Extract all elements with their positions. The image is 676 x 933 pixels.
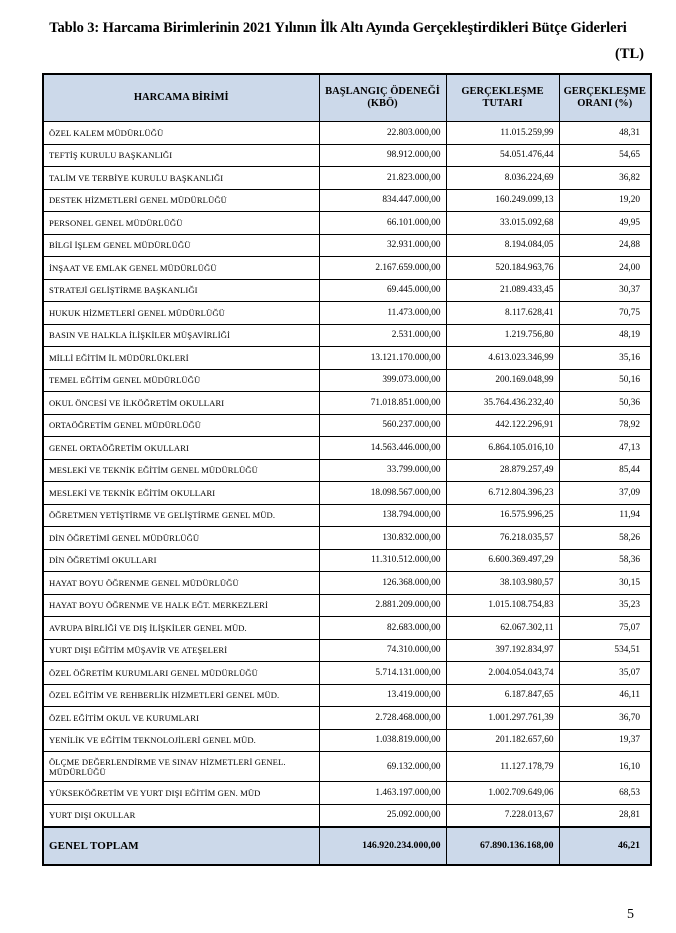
cell-allocation: 14.563.446.000,00 [319,437,446,460]
total-allocation: 146.920.234.000,00 [319,827,446,865]
cell-rate: 36,82 [559,167,651,190]
cell-allocation: 11.310.512.000,00 [319,549,446,572]
cell-unit-name: İNŞAAT VE EMLAK GENEL MÜDÜRLÜĞÜ [43,257,319,280]
cell-realized: 2.004.054.043,74 [446,662,559,685]
cell-rate: 19,37 [559,729,651,752]
cell-rate: 28,81 [559,804,651,827]
table-row [43,527,651,550]
cell-allocation: 21.823.000,00 [319,167,446,190]
cell-rate: 85,44 [559,459,651,482]
cell-unit-name: GENEL ORTAÖĞRETİM OKULLARI [43,437,319,460]
table-row [43,369,651,392]
cell-allocation: 82.683.000,00 [319,617,446,640]
cell-rate: 68,53 [559,782,651,805]
cell-unit-name: DİN ÖĞRETİMİ OKULLARI [43,549,319,572]
cell-realized: 54.051.476,44 [446,144,559,167]
cell-realized: 4.613.023.346,99 [446,347,559,370]
cell-rate: 35,16 [559,347,651,370]
cell-realized: 11.015.259,99 [446,122,559,145]
cell-unit-name: HAYAT BOYU ÖĞRENME VE HALK EĞT. MERKEZLERİ [43,594,319,617]
cell-rate: 49,95 [559,212,651,235]
cell-unit-name: BASIN VE HALKLA İLİŞKİLER MÜŞAVİRLİĞİ [43,324,319,347]
cell-rate: 50,36 [559,392,651,415]
cell-realized: 397.192.834,97 [446,639,559,662]
table-row [43,414,651,437]
cell-allocation: 22.803.000,00 [319,122,446,145]
table-row [43,189,651,212]
header-realized: GERÇEKLEŞME TUTARI [446,74,559,122]
cell-realized: 35.764.436.232,40 [446,392,559,415]
table-row [43,782,651,805]
cell-unit-name: ÖLÇME DEĞERLENDİRME VE SINAV HİZMETLERİ GENEL. MÜDÜRLÜĞÜ [43,752,319,782]
table-row [43,459,651,482]
cell-unit-name: MESLEKİ VE TEKNİK EĞİTİM OKULLARI [43,482,319,505]
header-allocation: BAŞLANGIÇ ÖDENEĞİ (KBÖ) [319,74,446,122]
cell-allocation: 33.799.000,00 [319,459,446,482]
cell-unit-name: ÖZEL ÖĞRETİM KURUMLARI GENEL MÜDÜRLÜĞÜ [43,662,319,685]
cell-unit-name: HAYAT BOYU ÖĞRENME GENEL MÜDÜRLÜĞÜ [43,572,319,595]
cell-realized: 201.182.657,60 [446,729,559,752]
header-unit: HARCAMA BİRİMİ [43,74,319,122]
table-row [43,752,651,782]
cell-unit-name: MİLLİ EĞİTİM İL MÜDÜRLÜKLERİ [43,347,319,370]
cell-unit-name: ORTAÖĞRETİM GENEL MÜDÜRLÜĞÜ [43,414,319,437]
table-header-row [43,74,651,122]
cell-allocation: 98.912.000,00 [319,144,446,167]
cell-allocation: 32.931.000,00 [319,234,446,257]
cell-realized: 6.187.847,65 [446,684,559,707]
cell-rate: 35,23 [559,594,651,617]
total-realized: 67.890.136.168,00 [446,827,559,865]
cell-allocation: 66.101.000,00 [319,212,446,235]
table-row [43,122,651,145]
cell-allocation: 1.038.819.000,00 [319,729,446,752]
cell-allocation: 2.881.209.000,00 [319,594,446,617]
cell-unit-name: DESTEK HİZMETLERİ GENEL MÜDÜRLÜĞÜ [43,189,319,212]
cell-unit-name: PERSONEL GENEL MÜDÜRLÜĞÜ [43,212,319,235]
table-row [43,504,651,527]
cell-realized: 33.015.092,68 [446,212,559,235]
cell-allocation: 2.167.659.000,00 [319,257,446,280]
table-row [43,437,651,460]
cell-rate: 48,19 [559,324,651,347]
cell-unit-name: BİLGİ İŞLEM GENEL MÜDÜRLÜĞÜ [43,234,319,257]
cell-allocation: 69.445.000,00 [319,279,446,302]
table-row [43,729,651,752]
table-row [43,279,651,302]
page-number: 5 [627,907,634,922]
total-row [43,827,651,865]
table-row [43,617,651,640]
cell-rate: 24,88 [559,234,651,257]
cell-rate: 70,75 [559,302,651,325]
cell-realized: 8.117.628,41 [446,302,559,325]
cell-rate: 58,26 [559,527,651,550]
cell-allocation: 2.728.468.000,00 [319,707,446,730]
cell-unit-name: YENİLİK VE EĞİTİM TEKNOLOJİLERİ GENEL MÜD. [43,729,319,752]
cell-realized: 16.575.996,25 [446,504,559,527]
cell-rate: 46,11 [559,684,651,707]
cell-unit-name: DİN ÖĞRETİMİ GENEL MÜDÜRLÜĞÜ [43,527,319,550]
cell-unit-name: TEFTİŞ KURULU BAŞKANLIĞI [43,144,319,167]
cell-realized: 1.015.108.754,83 [446,594,559,617]
currency-unit: (TL) [615,46,644,62]
cell-realized: 8.194.084,05 [446,234,559,257]
table-row [43,234,651,257]
cell-allocation: 138.794.000,00 [319,504,446,527]
table-row [43,212,651,235]
cell-rate: 48,31 [559,122,651,145]
cell-realized: 7.228.013,67 [446,804,559,827]
cell-allocation: 560.237.000,00 [319,414,446,437]
cell-realized: 1.001.297.761,39 [446,707,559,730]
table-row [43,144,651,167]
table-row [43,594,651,617]
cell-realized: 38.103.980,57 [446,572,559,595]
cell-rate: 37,09 [559,482,651,505]
cell-realized: 160.249.099,13 [446,189,559,212]
table-row [43,167,651,190]
budget-table [42,73,652,866]
cell-rate: 75,07 [559,617,651,640]
cell-allocation: 18.098.567.000,00 [319,482,446,505]
header-rate: GERÇEKLEŞME ORANI (%) [559,74,651,122]
cell-rate: 30,15 [559,572,651,595]
cell-unit-name: OKUL ÖNCESİ VE İLKÖĞRETİM OKULLARI [43,392,319,415]
cell-realized: 520.184.963,76 [446,257,559,280]
table-row [43,707,651,730]
table-row [43,392,651,415]
cell-unit-name: ÖĞRETMEN YETİŞTİRME VE GELİŞTİRME GENEL MÜD. [43,504,319,527]
cell-rate: 30,37 [559,279,651,302]
cell-allocation: 13.121.170.000,00 [319,347,446,370]
cell-rate: 534,51 [559,639,651,662]
cell-allocation: 1.463.197.000,00 [319,782,446,805]
cell-allocation: 11.473.000,00 [319,302,446,325]
total-label: GENEL TOPLAM [43,827,319,865]
table-row [43,549,651,572]
cell-unit-name: STRATEJİ GELİŞTİRME BAŞKANLIĞI [43,279,319,302]
cell-allocation: 2.531.000,00 [319,324,446,347]
cell-realized: 200.169.048,99 [446,369,559,392]
cell-allocation: 399.073.000,00 [319,369,446,392]
cell-allocation: 69.132.000,00 [319,752,446,782]
cell-unit-name: AVRUPA BİRLİĞİ VE DIŞ İLİŞKİLER GENEL MÜD. [43,617,319,640]
cell-rate: 11,94 [559,504,651,527]
total-rate: 46,21 [559,827,651,865]
cell-unit-name: TALİM VE TERBİYE KURULU BAŞKANLIĞI [43,167,319,190]
cell-unit-name: ÖZEL EĞİTİM OKUL VE KURUMLARI [43,707,319,730]
table-body [43,122,651,866]
cell-allocation: 25.092.000,00 [319,804,446,827]
table-row [43,482,651,505]
cell-allocation: 74.310.000,00 [319,639,446,662]
table-row [43,639,651,662]
cell-realized: 76.218.035,57 [446,527,559,550]
cell-unit-name: ÖZEL EĞİTİM VE REHBERLİK HİZMETLERİ GENEL MÜD. [43,684,319,707]
table-row [43,324,651,347]
cell-unit-name: YURT DIŞI OKULLAR [43,804,319,827]
table-row [43,572,651,595]
cell-rate: 35,07 [559,662,651,685]
cell-realized: 62.067.302,11 [446,617,559,640]
table-row [43,804,651,827]
table-row [43,302,651,325]
cell-realized: 11.127.178,79 [446,752,559,782]
cell-realized: 6.712.804.396,23 [446,482,559,505]
cell-allocation: 5.714.131.000,00 [319,662,446,685]
table-row [43,684,651,707]
cell-rate: 58,36 [559,549,651,572]
cell-rate: 24,00 [559,257,651,280]
cell-allocation: 71.018.851.000,00 [319,392,446,415]
cell-unit-name: YÜKSEKÖĞRETİM VE YURT DIŞI EĞİTİM GEN. MÜD [43,782,319,805]
cell-unit-name: MESLEKİ VE TEKNİK EĞİTİM GENEL MÜDÜRLÜĞÜ [43,459,319,482]
table-row [43,662,651,685]
cell-rate: 19,20 [559,189,651,212]
cell-allocation: 13.419.000,00 [319,684,446,707]
cell-rate: 16,10 [559,752,651,782]
cell-unit-name: YURT DIŞI EĞİTİM MÜŞAVİR VE ATEŞELERİ [43,639,319,662]
cell-realized: 6.864.105.016,10 [446,437,559,460]
table-title: Tablo 3: Harcama Birimlerinin 2021 Yılının İlk Altı Ayında Gerçekleştirdikleri Bütçe Giderleri [49,20,627,36]
cell-rate: 54,65 [559,144,651,167]
cell-unit-name: HUKUK HİZMETLERİ GENEL MÜDÜRLÜĞÜ [43,302,319,325]
cell-allocation: 130.832.000,00 [319,527,446,550]
cell-realized: 8.036.224,69 [446,167,559,190]
cell-realized: 28.879.257,49 [446,459,559,482]
cell-unit-name: TEMEL EĞİTİM GENEL MÜDÜRLÜĞÜ [43,369,319,392]
cell-allocation: 126.368.000,00 [319,572,446,595]
cell-rate: 47,13 [559,437,651,460]
cell-unit-name: ÖZEL KALEM MÜDÜRLÜĞÜ [43,122,319,145]
cell-realized: 1.219.756,80 [446,324,559,347]
cell-realized: 442.122.296,91 [446,414,559,437]
cell-allocation: 834.447.000,00 [319,189,446,212]
cell-rate: 78,92 [559,414,651,437]
cell-rate: 50,16 [559,369,651,392]
cell-realized: 1.002.709.649,06 [446,782,559,805]
table-row [43,347,651,370]
table-row [43,257,651,280]
cell-realized: 21.089.433,45 [446,279,559,302]
cell-rate: 36,70 [559,707,651,730]
cell-realized: 6.600.369.497,29 [446,549,559,572]
